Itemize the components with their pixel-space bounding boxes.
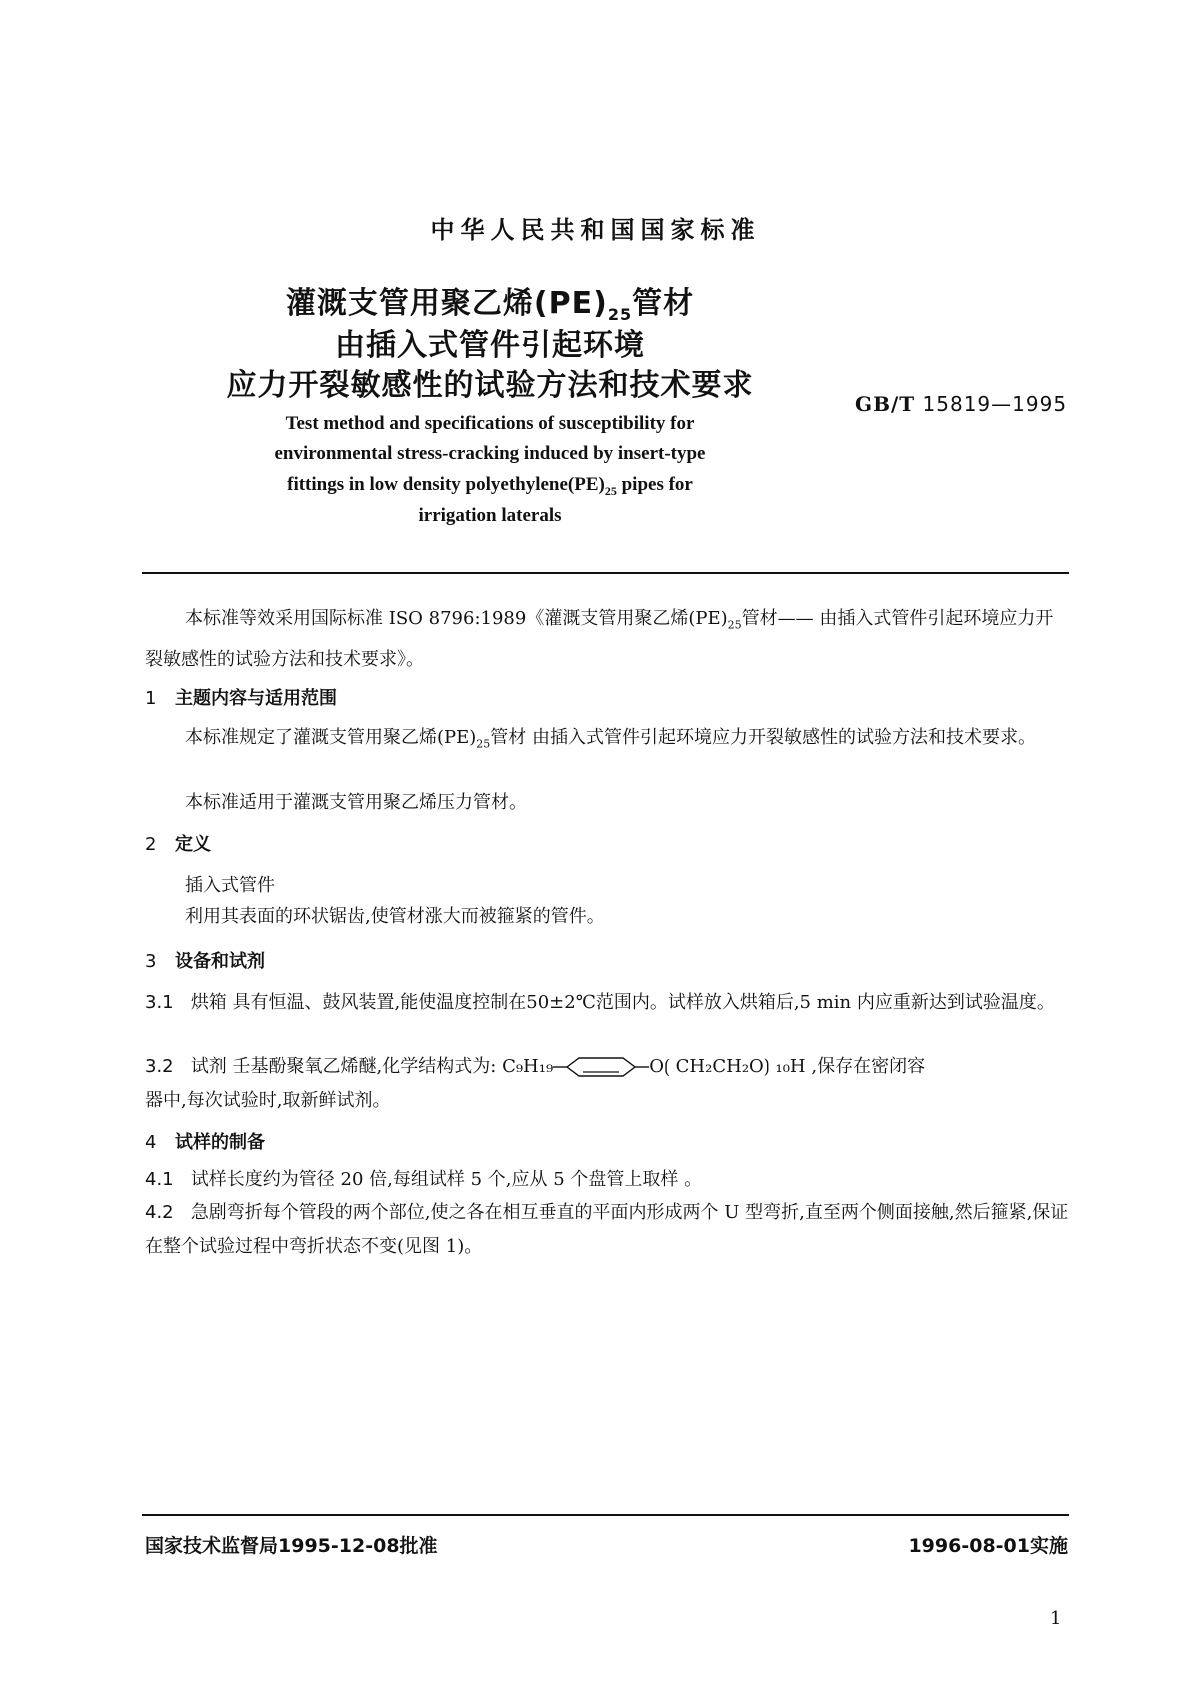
definition-text: 利用其表面的环状锯齿,使管材涨大而被箍紧的管件。 (185, 906, 605, 927)
clause-4-2: 4.2 急剧弯折每个管段的两个部位,使之各在相互垂直的平面内形成两个 U 型弯折,直至两个侧面接触,然后箍紧,保证在整个试验过程中弯折状态不变(见图 1)。 (145, 1202, 1069, 1257)
title-line-2: 由插入式管件引起环境 (335, 328, 645, 363)
intro-paragraph: 本标准等效采用国际标准 ISO 8796:1989《灌溉支管用聚乙烯$(PE)_{25}$管材—— 由插入式管件引起环境应力开裂敏感性的试验方法和技术要求》。 (145, 608, 1054, 670)
clause-number: 3.1 (145, 992, 174, 1013)
footer-divider (142, 1514, 1069, 1516)
national-standard-header: 中华人民共和国国家标准 (430, 216, 761, 244)
section-4-heading: 4 试样的制备 (145, 1132, 265, 1153)
approval-date: 国家技术监督局1995-12-08批准 (145, 1535, 438, 1557)
english-title-line-4: irrigation laterals (418, 505, 562, 526)
title-line-1: 灌溉支管用聚乙烯$(PE)_{25}$管材 (285, 286, 695, 324)
section-2-heading: 2 定义 (145, 834, 211, 855)
clause-4-1: 4.1 试样长度约为管径 20 倍,每组试样 5 个,应从 5 个盘管上取样 。 (145, 1169, 703, 1190)
page-number: 1 (1050, 1608, 1062, 1629)
clause-3-2: 3.2 试剂 壬基酚聚氧乙烯醚,化学结构式为: C₉H₁₉ O⟮ CH₂CH₂O⟯ ₁₀H ,保存在密闭容 器中,每次试验时,取新鲜试剂。 (145, 1056, 926, 1111)
section-1-paragraph-1: 本标准规定了灌溉支管用聚乙烯$(PE)_{25}$管材 由插入式管件引起环境应力开裂敏感性的试验方法和技术要求。 (185, 727, 1037, 751)
standard-number: GB/T 15819—1995 (855, 392, 1068, 416)
benzene-ring-icon (553, 1056, 649, 1078)
header-divider (142, 572, 1069, 574)
clause-number: 4.2 (145, 1202, 174, 1223)
definition-term: 插入式管件 (185, 875, 275, 896)
section-3-heading: 3 设备和试剂 (145, 951, 265, 972)
clause-number: 4.1 (145, 1169, 174, 1190)
english-title-line-1: Test method and specifications of susceptibility for (285, 413, 695, 434)
english-title-line-3: fittings in low density $polyethylene(PE)_{25}$ pipes for (287, 474, 693, 498)
effective-date: 1996-08-01实施 (908, 1535, 1068, 1557)
section-1-heading: 1 主题内容与适用范围 (145, 688, 337, 709)
clause-number: 3.2 (145, 1056, 174, 1077)
english-title-line-2: environmental stress-cracking induced by insert-type (274, 443, 706, 464)
chemical-formula: C₉H₁₉ O⟮ CH₂CH₂O⟯ ₁₀H (502, 1056, 806, 1077)
title-line-3: 应力开裂敏感性的试验方法和技术要求 (226, 368, 754, 403)
clause-3-1: 3.1 烘箱 具有恒温、鼓风装置,能使温度控制在50±2℃范围内。试样放入烘箱后,5 min 内应重新达到试验温度。 (145, 992, 1055, 1013)
section-1-paragraph-2: 本标准适用于灌溉支管用聚乙烯压力管材。 (185, 792, 527, 813)
